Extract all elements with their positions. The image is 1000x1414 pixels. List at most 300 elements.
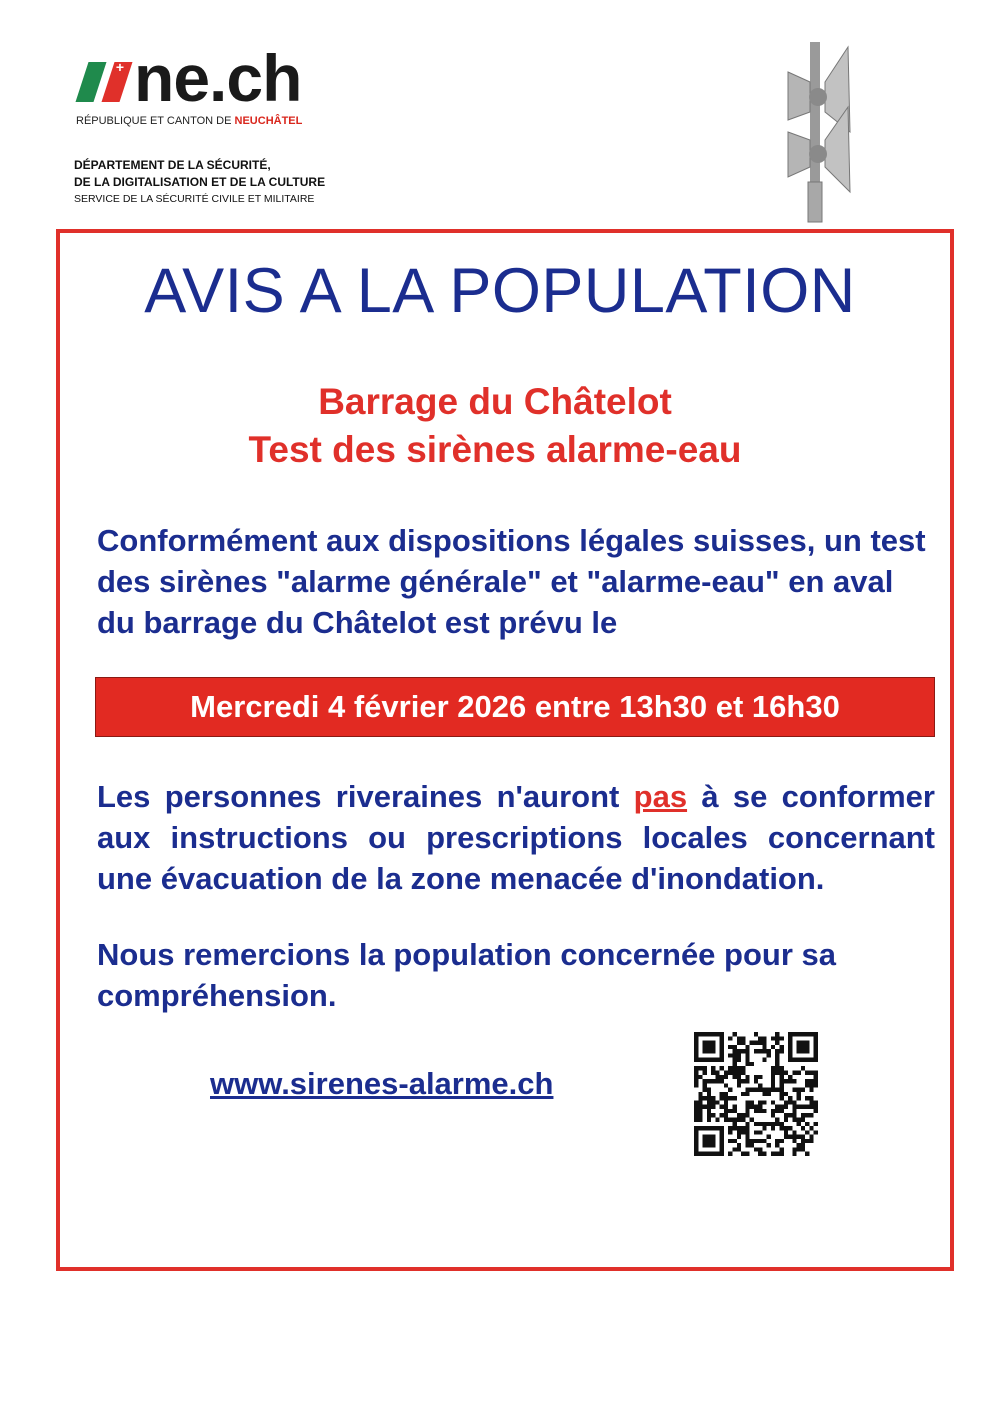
qr-module	[805, 1045, 809, 1049]
department-line1: DÉPARTEMENT DE LA SÉCURITÉ,	[74, 158, 271, 172]
qr-module	[780, 1049, 784, 1053]
qr-module	[771, 1075, 775, 1079]
qr-module	[711, 1079, 715, 1083]
qr-module	[745, 1075, 749, 1079]
qr-module	[801, 1113, 805, 1117]
qr-module	[762, 1041, 766, 1045]
qr-module	[707, 1058, 711, 1062]
qr-module	[775, 1062, 779, 1066]
qr-module	[809, 1058, 813, 1062]
qr-code[interactable]	[694, 1032, 818, 1156]
qr-module	[780, 1088, 784, 1092]
qr-module	[728, 1118, 732, 1122]
qr-module	[720, 1105, 724, 1109]
qr-module	[732, 1126, 736, 1130]
qr-module	[711, 1113, 715, 1117]
qr-module	[809, 1070, 813, 1074]
qr-module	[762, 1049, 766, 1053]
qr-module	[703, 1070, 707, 1074]
website-link[interactable]: www.sirenes-alarme.ch	[210, 1066, 554, 1101]
qr-module	[758, 1075, 762, 1079]
qr-module	[788, 1075, 792, 1079]
qr-module	[715, 1070, 719, 1074]
qr-module	[797, 1092, 801, 1096]
qr-module	[698, 1118, 702, 1122]
qr-module	[750, 1100, 754, 1104]
website-row	[97, 1032, 935, 1156]
qr-module	[758, 1152, 762, 1156]
qr-module	[698, 1075, 702, 1079]
qr-module	[711, 1139, 715, 1143]
qr-module	[775, 1122, 779, 1126]
qr-module	[694, 1147, 698, 1151]
qr-module	[788, 1041, 792, 1045]
qr-module	[707, 1135, 711, 1139]
qr-module	[792, 1088, 796, 1092]
qr-module	[809, 1032, 813, 1036]
canton-name: NEUCHÂTEL	[234, 115, 303, 127]
qr-module	[788, 1032, 792, 1036]
qr-module	[801, 1147, 805, 1151]
qr-module	[745, 1062, 749, 1066]
qr-module	[711, 1070, 715, 1074]
qr-module	[775, 1105, 779, 1109]
qr-module	[694, 1058, 698, 1062]
qr-module	[814, 1049, 818, 1053]
qr-module	[737, 1058, 741, 1062]
qr-module	[788, 1096, 792, 1100]
qr-module	[698, 1113, 702, 1117]
qr-module	[745, 1130, 749, 1134]
qr-module	[805, 1139, 809, 1143]
qr-module	[814, 1075, 818, 1079]
qr-module	[741, 1041, 745, 1045]
qr-module	[720, 1075, 724, 1079]
qr-module	[694, 1105, 698, 1109]
qr-module	[805, 1130, 809, 1134]
qr-module	[762, 1109, 766, 1113]
qr-module	[720, 1049, 724, 1053]
thanks-paragraph: Nous remercions la population concernée pour sa compréhension.	[97, 937, 837, 1013]
qr-module	[780, 1139, 784, 1143]
qr-module	[745, 1135, 749, 1139]
qr-module	[703, 1139, 707, 1143]
qr-module	[762, 1100, 766, 1104]
qr-module	[720, 1041, 724, 1045]
qr-module	[737, 1075, 741, 1079]
qr-module	[762, 1126, 766, 1130]
qr-module	[780, 1045, 784, 1049]
qr-module	[767, 1092, 771, 1096]
qr-module	[737, 1083, 741, 1087]
qr-module	[703, 1083, 707, 1087]
qr-module	[780, 1147, 784, 1151]
qr-module	[694, 1135, 698, 1139]
qr-module	[732, 1118, 736, 1122]
qr-module	[775, 1066, 779, 1070]
qr-module	[707, 1113, 711, 1117]
qr-module	[741, 1118, 745, 1122]
qr-module	[698, 1100, 702, 1104]
qr-module	[745, 1109, 749, 1113]
qr-module	[698, 1066, 702, 1070]
qr-module	[758, 1041, 762, 1045]
qr-module	[698, 1109, 702, 1113]
qr-module	[797, 1122, 801, 1126]
qr-module	[711, 1152, 715, 1156]
qr-module	[784, 1118, 788, 1122]
qr-module	[732, 1139, 736, 1143]
qr-module	[784, 1105, 788, 1109]
qr-module	[814, 1045, 818, 1049]
qr-module	[737, 1049, 741, 1053]
qr-module	[814, 1105, 818, 1109]
qr-module	[788, 1045, 792, 1049]
qr-module	[754, 1105, 758, 1109]
qr-module	[797, 1045, 801, 1049]
qr-module	[724, 1118, 728, 1122]
qr-module	[745, 1126, 749, 1130]
qr-module	[694, 1045, 698, 1049]
qr-module	[745, 1152, 749, 1156]
qr-module	[788, 1100, 792, 1104]
qr-module	[715, 1126, 719, 1130]
qr-module	[724, 1092, 728, 1096]
qr-module	[801, 1041, 805, 1045]
qr-module	[732, 1053, 736, 1057]
qr-module	[698, 1058, 702, 1062]
qr-module	[745, 1049, 749, 1053]
qr-module	[732, 1032, 736, 1036]
qr-module	[775, 1152, 779, 1156]
qr-module	[775, 1049, 779, 1053]
qr-module	[711, 1049, 715, 1053]
qr-module	[694, 1079, 698, 1083]
qr-module	[792, 1032, 796, 1036]
qr-module	[750, 1041, 754, 1045]
qr-module	[814, 1053, 818, 1057]
qr-module	[762, 1088, 766, 1092]
qr-module	[745, 1139, 749, 1143]
qr-module	[767, 1143, 771, 1147]
qr-module	[732, 1147, 736, 1151]
qr-module	[758, 1083, 762, 1087]
qr-module	[728, 1036, 732, 1040]
qr-module	[805, 1152, 809, 1156]
qr-module	[754, 1049, 758, 1053]
qr-module	[797, 1096, 801, 1100]
qr-module	[788, 1079, 792, 1083]
qr-module	[694, 1143, 698, 1147]
qr-module	[767, 1053, 771, 1057]
qr-module	[792, 1105, 796, 1109]
qr-module	[724, 1070, 728, 1074]
qr-module	[703, 1152, 707, 1156]
qr-module	[771, 1079, 775, 1083]
qr-module	[797, 1135, 801, 1139]
qr-module	[758, 1139, 762, 1143]
notice-body	[97, 520, 935, 1156]
qr-module	[758, 1100, 762, 1104]
qr-module	[707, 1105, 711, 1109]
qr-module	[703, 1088, 707, 1092]
qr-module	[780, 1152, 784, 1156]
qr-module	[801, 1126, 805, 1130]
qr-module	[775, 1143, 779, 1147]
qr-module	[754, 1032, 758, 1036]
qr-module	[805, 1032, 809, 1036]
republic-label	[76, 115, 302, 128]
qr-module	[809, 1096, 813, 1100]
qr-module	[737, 1113, 741, 1117]
qr-module	[780, 1070, 784, 1074]
qr-module	[788, 1135, 792, 1139]
qr-module	[711, 1100, 715, 1104]
qr-module	[809, 1135, 813, 1139]
qr-module	[694, 1032, 698, 1036]
qr-module	[771, 1088, 775, 1092]
qr-module	[707, 1118, 711, 1122]
qr-module	[780, 1109, 784, 1113]
qr-module	[797, 1032, 801, 1036]
qr-module	[707, 1143, 711, 1147]
qr-module	[703, 1066, 707, 1070]
qr-module	[762, 1122, 766, 1126]
qr-module	[741, 1113, 745, 1117]
qr-module	[728, 1045, 732, 1049]
qr-module	[707, 1109, 711, 1113]
qr-module	[809, 1083, 813, 1087]
qr-module	[775, 1139, 779, 1143]
qr-module	[788, 1053, 792, 1057]
qr-module	[814, 1036, 818, 1040]
qr-module	[737, 1126, 741, 1130]
residents-text-1: Les personnes riveraines n'auront	[97, 779, 634, 814]
qr-module	[728, 1053, 732, 1057]
siren-icon	[780, 42, 855, 224]
qr-module	[758, 1122, 762, 1126]
qr-module	[771, 1109, 775, 1113]
qr-module	[814, 1109, 818, 1113]
qr-module	[814, 1070, 818, 1074]
qr-module	[762, 1045, 766, 1049]
qr-module	[814, 1041, 818, 1045]
qr-module	[711, 1105, 715, 1109]
emphasis-pas: pas	[633, 779, 688, 814]
qr-module	[720, 1045, 724, 1049]
qr-module	[720, 1139, 724, 1143]
qr-module	[758, 1049, 762, 1053]
qr-module	[720, 1032, 724, 1036]
qr-module	[771, 1066, 775, 1070]
qr-module	[754, 1075, 758, 1079]
qr-module	[775, 1109, 779, 1113]
qr-module	[741, 1130, 745, 1134]
qr-module	[754, 1130, 758, 1134]
qr-module	[767, 1088, 771, 1092]
qr-module	[720, 1036, 724, 1040]
qr-module	[724, 1075, 728, 1079]
qr-module	[797, 1070, 801, 1074]
qr-module	[741, 1092, 745, 1096]
qr-module	[724, 1096, 728, 1100]
qr-module	[698, 1092, 702, 1096]
qr-module	[737, 1135, 741, 1139]
qr-module	[720, 1066, 724, 1070]
qr-module	[720, 1126, 724, 1130]
qr-module	[715, 1058, 719, 1062]
qr-module	[745, 1122, 749, 1126]
qr-module	[805, 1058, 809, 1062]
qr-module	[814, 1058, 818, 1062]
qr-module	[732, 1045, 736, 1049]
qr-module	[754, 1139, 758, 1143]
qr-module	[728, 1088, 732, 1092]
qr-module	[771, 1126, 775, 1130]
qr-module	[707, 1092, 711, 1096]
red-stripe	[102, 59, 133, 102]
qr-module	[745, 1143, 749, 1147]
qr-module	[707, 1041, 711, 1045]
qr-module	[788, 1126, 792, 1130]
qr-module	[784, 1079, 788, 1083]
qr-module	[792, 1079, 796, 1083]
qr-module	[737, 1143, 741, 1147]
qr-module	[745, 1105, 749, 1109]
qr-module	[797, 1049, 801, 1053]
department-line2: DE LA DIGITALISATION ET DE LA CULTURE	[74, 175, 326, 189]
qr-module	[703, 1079, 707, 1083]
qr-module	[775, 1118, 779, 1122]
qr-module	[720, 1147, 724, 1151]
qr-module	[703, 1049, 707, 1053]
qr-module	[694, 1130, 698, 1134]
qr-module	[711, 1143, 715, 1147]
qr-module	[732, 1049, 736, 1053]
qr-module	[758, 1130, 762, 1134]
qr-module	[814, 1122, 818, 1126]
qr-module	[754, 1122, 758, 1126]
qr-module	[732, 1066, 736, 1070]
qr-module	[698, 1105, 702, 1109]
qr-module	[771, 1045, 775, 1049]
qr-module	[694, 1066, 698, 1070]
qr-module	[745, 1045, 749, 1049]
qr-module	[805, 1122, 809, 1126]
qr-module	[797, 1118, 801, 1122]
qr-module	[703, 1096, 707, 1100]
qr-module	[805, 1113, 809, 1117]
qr-module	[750, 1062, 754, 1066]
qr-module	[788, 1049, 792, 1053]
qr-module	[784, 1126, 788, 1130]
qr-module	[698, 1096, 702, 1100]
qr-module	[715, 1100, 719, 1104]
qr-module	[767, 1122, 771, 1126]
qr-module	[694, 1041, 698, 1045]
qr-module	[797, 1058, 801, 1062]
qr-module	[780, 1036, 784, 1040]
qr-module	[715, 1079, 719, 1083]
qr-module	[784, 1100, 788, 1104]
qr-module	[767, 1049, 771, 1053]
qr-module	[805, 1105, 809, 1109]
qr-module	[775, 1032, 779, 1036]
qr-module	[711, 1126, 715, 1130]
qr-module	[809, 1139, 813, 1143]
qr-module	[792, 1139, 796, 1143]
qr-module	[788, 1036, 792, 1040]
qr-module	[707, 1045, 711, 1049]
qr-module	[750, 1088, 754, 1092]
qr-module	[750, 1143, 754, 1147]
qr-module	[720, 1079, 724, 1083]
qr-module	[694, 1126, 698, 1130]
qr-module	[745, 1079, 749, 1083]
qr-module	[780, 1105, 784, 1109]
qr-module	[707, 1032, 711, 1036]
qr-module	[724, 1100, 728, 1104]
qr-module	[784, 1113, 788, 1117]
qr-module	[754, 1088, 758, 1092]
swiss-cross-icon: +	[115, 59, 125, 75]
qr-module	[792, 1113, 796, 1117]
subtitle-dam: Barrage du Châtelot	[318, 381, 672, 422]
qr-module	[711, 1066, 715, 1070]
qr-module	[737, 1079, 741, 1083]
qr-module	[720, 1058, 724, 1062]
qr-module	[694, 1075, 698, 1079]
subtitle-test: Test des sirènes alarme-eau	[248, 429, 742, 470]
qr-module	[703, 1135, 707, 1139]
qr-module	[780, 1092, 784, 1096]
qr-module	[720, 1130, 724, 1134]
qr-module	[797, 1105, 801, 1109]
residents-paragraph	[97, 776, 935, 899]
qr-module	[711, 1135, 715, 1139]
qr-module	[771, 1113, 775, 1117]
qr-module	[792, 1118, 796, 1122]
qr-module	[720, 1092, 724, 1096]
qr-module	[694, 1053, 698, 1057]
qr-module	[814, 1079, 818, 1083]
qr-module	[698, 1126, 702, 1130]
qr-module	[809, 1113, 813, 1117]
qr-module	[737, 1118, 741, 1122]
qr-module	[745, 1113, 749, 1117]
qr-module	[801, 1045, 805, 1049]
qr-module	[745, 1088, 749, 1092]
qr-module	[703, 1105, 707, 1109]
qr-module	[809, 1088, 813, 1092]
qr-module	[780, 1122, 784, 1126]
qr-module	[805, 1079, 809, 1083]
qr-module	[741, 1070, 745, 1074]
service-name: SERVICE DE LA SÉCURITÉ CIVILE ET MILITAIRE	[74, 193, 315, 205]
qr-module	[737, 1053, 741, 1057]
qr-module	[750, 1105, 754, 1109]
qr-module	[801, 1058, 805, 1062]
qr-module	[745, 1058, 749, 1062]
qr-module	[715, 1075, 719, 1079]
qr-module	[732, 1062, 736, 1066]
qr-module	[741, 1036, 745, 1040]
qr-module	[728, 1066, 732, 1070]
qr-module	[737, 1036, 741, 1040]
residents-text-2: à se conformer aux instructions ou prescriptions locales concernant une évacuation de la zone menacée d'inondation.	[97, 779, 935, 896]
qr-module	[762, 1092, 766, 1096]
qr-module	[780, 1066, 784, 1070]
